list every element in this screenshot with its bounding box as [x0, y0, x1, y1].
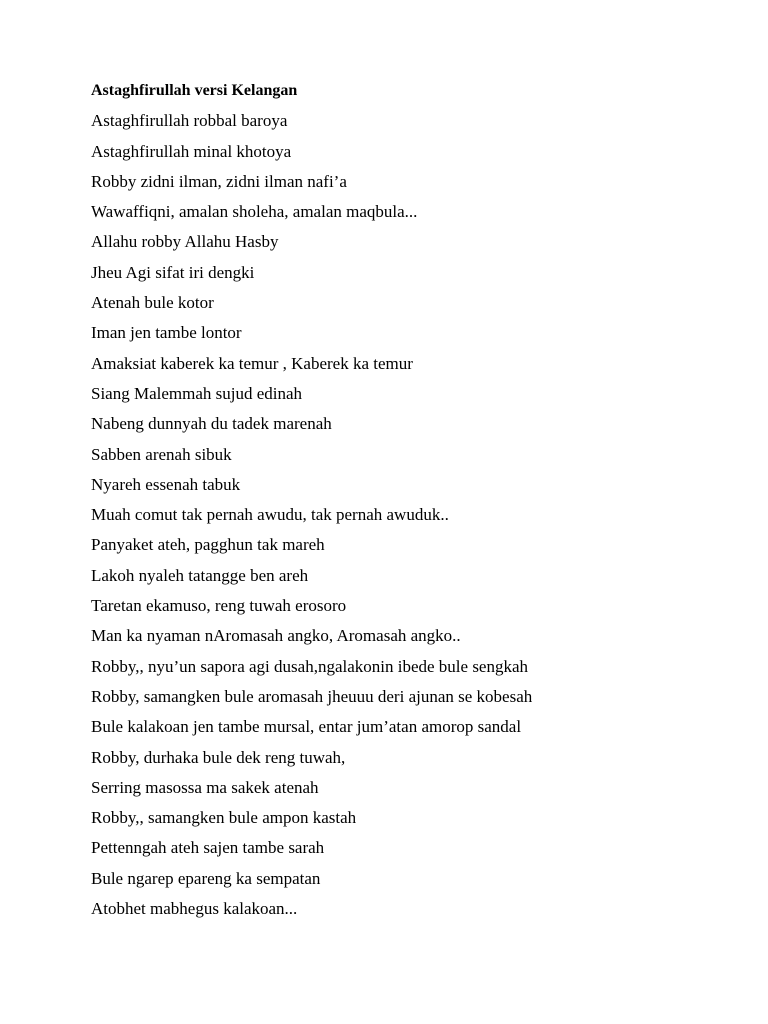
- poem-line: Robby,, samangken bule ampon kastah: [91, 808, 357, 828]
- poem-line: Robby, samangken bule aromasah jheuuu deri ajunan se kobesah: [91, 686, 533, 706]
- poem-line: Nyareh essenah tabuk: [91, 474, 241, 494]
- poem-line: Amaksiat kaberek ka temur , Kaberek ka temur: [91, 353, 413, 373]
- poem-line: Siang Malemmah sujud edinah: [91, 383, 303, 403]
- poem-line: Sabben arenah sibuk: [91, 444, 232, 464]
- poem-line: Robby zidni ilman, zidni ilman nafi’a: [91, 171, 347, 191]
- poem-line: Iman jen tambe lontor: [91, 323, 242, 343]
- poem-line: Man ka nyaman nAromasah angko, Aromasah angko..: [91, 626, 461, 646]
- poem-line: Taretan ekamuso, reng tuwah erosoro: [91, 596, 347, 616]
- poem-line: Astaghfirullah robbal baroya: [91, 111, 288, 131]
- document-title: Astaghfirullah versi Kelangan: [91, 82, 298, 99]
- poem-line: Nabeng dunnyah du tadek marenah: [91, 414, 332, 434]
- poem-line: Robby, durhaka bule dek reng tuwah,: [91, 747, 346, 767]
- poem-line: Panyaket ateh, pagghun tak mareh: [91, 535, 325, 555]
- poem-line: Atobhet mabhegus kalakoan...: [91, 899, 298, 919]
- poem-line: Bule kalakoan jen tambe mursal, entar jum’atan amorop sandal: [91, 717, 522, 737]
- poem-body: [91, 76, 731, 924]
- poem-line: Robby,, nyu’un sapora agi dusah,ngalakonin ibede bule sengkah: [91, 656, 529, 676]
- poem-line: Muah comut tak pernah awudu, tak pernah awuduk..: [91, 505, 449, 525]
- poem-line: Atenah bule kotor: [91, 293, 214, 313]
- poem-line: Astaghfirullah minal khotoya: [91, 141, 292, 161]
- poem-line: Lakoh nyaleh tatangge ben areh: [91, 565, 309, 585]
- poem-line: Wawaffiqni, amalan sholeha, amalan maqbula...: [91, 202, 418, 222]
- poem-line: Allahu robby Allahu Hasby: [91, 232, 279, 252]
- poem-line: Pettenngah ateh sajen tambe sarah: [91, 838, 325, 858]
- poem-line: Jheu Agi sifat iri dengki: [91, 262, 255, 282]
- poem-line: Serring masossa ma sakek atenah: [91, 777, 319, 797]
- poem-line: Bule ngarep epareng ka sempatan: [91, 868, 321, 888]
